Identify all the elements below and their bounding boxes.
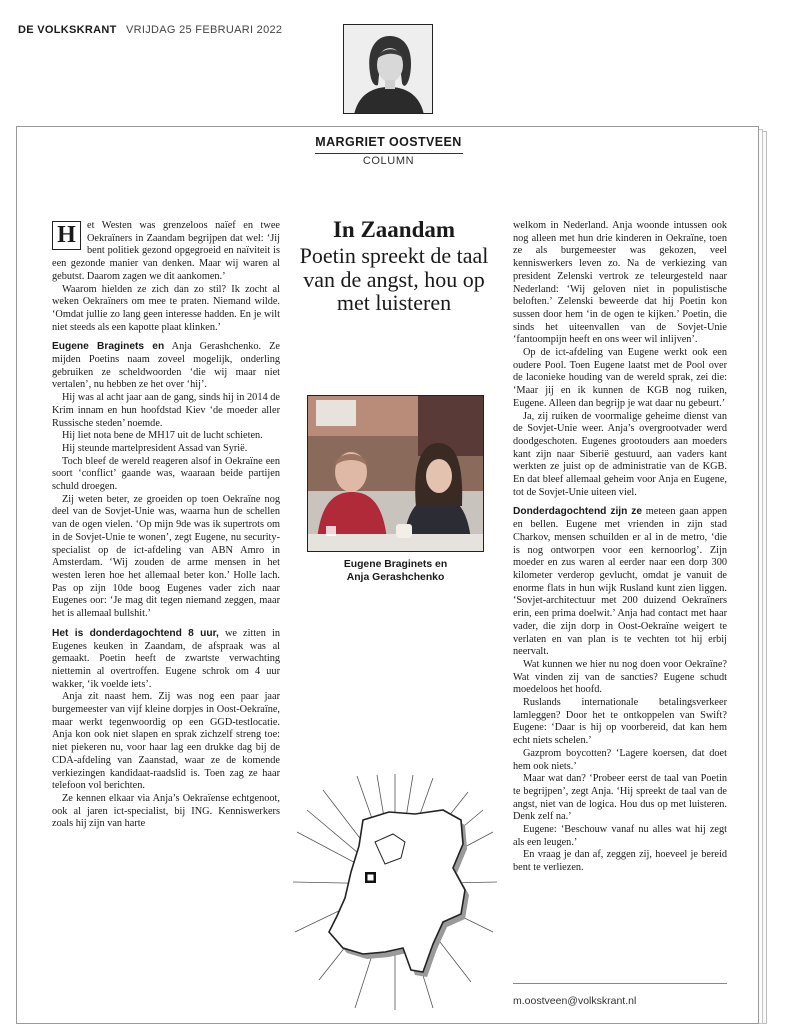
paragraph: Ze kennen elkaar via Anja’s Oekraïense echtgenoot, ook al jaren ict-specialist, bij ING. Kenniswerkers zoals hij zijn van harte bbox=[52, 792, 280, 830]
author-email: m.oostveen@volkskrant.nl bbox=[513, 995, 637, 1007]
paragraph: Donderdagochtend zijn ze meteen gaan appen en bellen. Eugene met vrienden in zijn stad Charkov, mensen schuilden er al in de metro, ‘die is nog ontworpen voor een kernoorlog’. Zijn moeder en zus waren al eerder naar een dorp 300 kilometer verderop gevlucht, omdat je vanuit de enorme flats in hun wijk Rusland kunt zien liggen. ‘Sovjet-architectuur met 200 duizend Oekraïners erin, een prima doelwit.’ Anja had contact met haar vader, die zijn dorp in Oost-Oekraïne weigert te verlaten en van plan is te vechten tot hij erbij neervalt. bbox=[513, 506, 727, 658]
paragraph: Toch bleef de wereld reageren alsof in Oekraïne een soort ‘conflict’ gaande was, waaraan beide partijen schuld droegen. bbox=[52, 455, 280, 493]
paragraph: Wat kunnen we hier nu nog doen voor Oekraïne? Wat vinden zij van de sancties? Eugene schudt moedeloos het hoofd. bbox=[513, 658, 727, 696]
headline-block bbox=[299, 217, 489, 315]
publication-date: VRIJDAG 25 FEBRUARI 2022 bbox=[125, 24, 283, 36]
photo-caption bbox=[299, 558, 492, 584]
byline-divider bbox=[315, 153, 463, 154]
paragraph: Zij weten beter, ze groeiden op toen Oekraïne nog deel van de Sovjet-Unie was, waarna hun de schellen van de ogen vielen. ‘Op mijn 9de was ik supertrots om in de Sovjet-Unie te wonen’, zegt Eugene, nu security-specialist op de ict-afdeling van ABN Amro in Amsterdam. ‘Wij zouden de arme mensen in het westen leren hoe het allemaal beter kon.’ Holle lach. Pas op zijn 10de boog Eugenes vader zich naar Eugenes oor: ‘Je mag dit tegen niemand zeggen, maar het is allemaal bullshit.’ bbox=[52, 493, 280, 620]
section-lead: Het is donderdagochtend 8 uur, bbox=[52, 627, 219, 639]
caption-line: Eugene Braginets en bbox=[343, 559, 448, 570]
paragraph: Anja zit naast hem. Zij was nog een paar jaar burgemeester van vijf kleine dorpjes in Oost-Oekraïne, maar werkt tegenwoordig op een GGD-testlocatie. Anja kon ook niet slapen en sprak zichzelf streng toe: niet piekeren nu, voor haar lag een drukke dag bij de CDA-afdeling van Zaanstad, waar ze de komende verkiezingen kandidaat-raadslid is. Toen zag ze haar telefoon vol berichten. bbox=[52, 691, 280, 792]
paragraph: Op de ict-afdeling van Eugene werkt ook een oudere Pool. Toen Eugene laatst met de Pool over de laconieke houding van de wereld sprak, zei die: ‘Maar jij en ik kunnen de KGB nog ruiken, Eugene. Alleen dan begrijp je wat daar nu gebeurt.’ bbox=[513, 347, 727, 409]
rubric-label: COLUMN bbox=[362, 155, 415, 167]
paragraph: Waarom hielden ze zich dan zo stil? Ik zocht al weken Oekraïners om mee te praten. Niemand wilde. ‘Omdat jullie zo lang geen interesse hadden. En je wilt niet steeds als een kapotte plaat klinken.’ bbox=[52, 283, 280, 333]
paragraph: Maar wat dan? ‘Probeer eerst de taal van Poetin te begrijpen’, zegt Anja. ‘Hij spreekt de taal van de angst, niet van de logica. Hou dus op met luisteren. Denk zelf na.’ bbox=[513, 773, 727, 823]
newspaper-name: DE VOLKSKRANT bbox=[18, 24, 117, 36]
author-portrait bbox=[343, 24, 433, 114]
footer-divider bbox=[513, 983, 727, 984]
headline-kicker: In Zaandam bbox=[332, 217, 456, 242]
article-column-right bbox=[513, 220, 727, 875]
paragraph: Eugene: ‘Beschouw vanaf nu alles wat hij zegt als een leugen.’ bbox=[513, 824, 727, 848]
paragraph: Ruslands internationale betalingsverkeer lamleggen? Door het te ontkoppelen van Swift? Eugene: ‘Daar is hij op voorbereid, dat kan hem echt niets schelen.’ bbox=[513, 697, 727, 747]
paragraph: En vraag je dan af, zeggen zij, hoeveel je bereid bent te verliezen. bbox=[513, 849, 727, 874]
author-name: MARGRIET OOSTVEEN bbox=[315, 135, 462, 149]
masthead bbox=[18, 24, 282, 36]
article-photo bbox=[307, 395, 484, 552]
headline-title: Poetin spreekt de taal van de angst, hou op met luisteren bbox=[299, 243, 489, 315]
paragraph: Het is donderdagochtend 8 uur, we zitten in Eugenes keuken in Zaandam, de afspraak was al gemaakt. Poetin heeft de zwartste verwachting niettemin al overtroffen. Eugene schrok om 4 uur wakker, ‘ik voelde iets’. bbox=[52, 627, 280, 690]
article-column-left bbox=[52, 220, 280, 831]
paragraph: Hij liet nota bene de MH17 uit de lucht schieten. bbox=[62, 430, 263, 442]
paragraph: H et Westen was grenzeloos naïef en twee Oekraïners in Zaandam begrijpen dat wel: ‘Jij bent politiek gezond opgegroeid en naïviteit is een gezonde manier van denken. Maar wij waren al gebutst. Daarom zagen we dit aankomen.’ bbox=[52, 220, 280, 282]
paragraph: Eugene Braginets en Anja Gerashchenko. Ze mijden Poetins naam zoveel mogelijk, onderling gebruiken ze scheldwoorden ‘die wij maar niet vertalen’, nu hebben ze het over ‘hij’. bbox=[52, 341, 280, 391]
paragraph: welkom in Nederland. Anja woonde intussen ook nog alleen met hun drie kinderen in Oekraïne, toen ze als burgemeester was gekozen, veel kenniswerkers leven zo. Na de verkiezing van president Zelenski vertrok ze teleurgesteld naar Nederland: ‘Wij geloven niet in populistische beloften.’ Zelenski beweerde dat hij Poetin kon sussen door hem ‘in de ogen te kijken.’ Poetin, die sinds het uiteenvallen van de Sovjet-Unie ‘fantoompijn heeft en ons weer wil inlijven’. bbox=[513, 220, 727, 346]
drop-cap: H bbox=[52, 221, 81, 250]
column-page bbox=[16, 126, 759, 1024]
paragraph: Hij steunde martelpresident Assad van Syrië. bbox=[62, 442, 248, 454]
section-lead: Donderdagochtend zijn ze bbox=[513, 506, 643, 518]
netherlands-map-illustration bbox=[293, 772, 498, 1012]
section-lead: Eugene Braginets en bbox=[52, 341, 165, 353]
paragraph: Ja, zij ruiken de voormalige geheime dienst van de Sovjet-Unie weer. Anja’s overgrootvader werd doodgeschoten. Eugenes grootouders aan moeders kant zijn naar Siberië gestuurd, aan vaders kant werkten ze juist op de administratie van de KGB. En dat bleef allemaal geheim voor Anja en Eugene, tot de Sovjet-Unie uiteen viel. bbox=[513, 410, 727, 498]
caption-line: Anja Gerashchenko bbox=[346, 572, 445, 583]
paragraph: Gazprom boycotten? ‘Lagere koersen, dat doet hem ook niets.’ bbox=[513, 747, 727, 772]
paragraph: Hij was al acht jaar aan de gang, sinds hij in 2014 de Krim innam en hun hoofdstad Kiev ‘de moeder aller Russische steden’ noemde. bbox=[52, 392, 280, 429]
